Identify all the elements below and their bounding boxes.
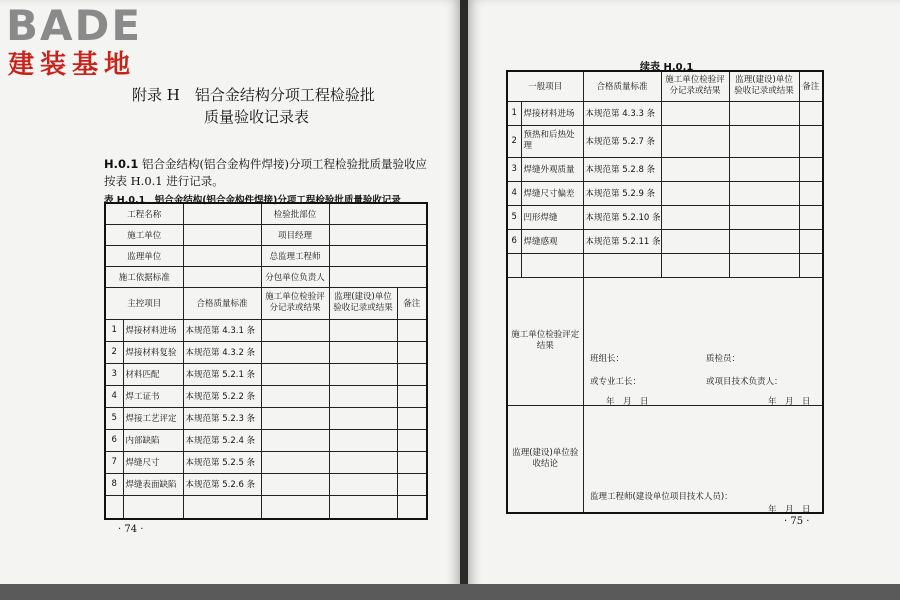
row-construction-cell: [661, 101, 729, 125]
row-item: 焊缝尺寸偏差: [521, 181, 583, 205]
row-supervision-cell: [329, 407, 397, 429]
appendix-title: [132, 84, 432, 128]
row-number: 7: [105, 451, 123, 473]
blank-cell: [521, 253, 583, 277]
row-number: 5: [507, 205, 521, 229]
team-leader-label: 班组长：: [590, 354, 625, 364]
header-row: [105, 224, 427, 245]
table-row: [507, 205, 823, 229]
column-header-remark: 备注: [799, 71, 823, 101]
row-remark-cell: [397, 429, 427, 451]
page-number-right: · 75 ·: [784, 516, 810, 527]
row-standard: 本规范第 5.2.11 条: [583, 229, 661, 253]
row-supervision-cell: [329, 341, 397, 363]
continued-record-table: [506, 70, 824, 514]
header-label: 项目经理: [261, 224, 329, 245]
row-remark-cell: [397, 319, 427, 341]
column-header-remark: 备注: [397, 287, 427, 319]
header-label: 分包单位负责人: [261, 266, 329, 287]
header-value-cell: [329, 245, 427, 266]
row-item: 焊缝表面缺陷: [123, 473, 183, 495]
row-supervision-cell: [729, 157, 799, 181]
row-supervision-cell: [729, 205, 799, 229]
date-ymd-right: 年 月 日: [768, 397, 811, 407]
row-standard: 本规范第 4.3.2 条: [183, 341, 261, 363]
continued-table-caption: 续表 H.0.1: [640, 62, 694, 73]
column-header-row: [105, 287, 427, 319]
header-value-cell: [183, 245, 261, 266]
row-number: 4: [105, 385, 123, 407]
header-label: 施工单位: [105, 224, 183, 245]
header-label: 监理单位: [105, 245, 183, 266]
header-value-cell: [329, 224, 427, 245]
row-number: 5: [105, 407, 123, 429]
row-construction-cell: [661, 157, 729, 181]
table-row: [105, 363, 427, 385]
project-tech-lead-label: 或项目技术负责人：: [706, 377, 783, 387]
table-caption: 表 H.0.1 铝合金结构(铝合金构件焊接)分项工程检验批质量验收记录: [104, 195, 401, 206]
table-row: [105, 319, 427, 341]
row-remark-cell: [799, 101, 823, 125]
logo-main-text: BADE: [6, 1, 143, 50]
row-construction-cell: [661, 181, 729, 205]
column-header-supervision: 监理(建设)单位验收记录或结果: [729, 71, 799, 101]
row-remark-cell: [397, 341, 427, 363]
row-standard: 本规范第 5.2.7 条: [583, 125, 661, 157]
construction-eval-label: 施工单位检验评定结果: [507, 277, 583, 405]
table-row: [105, 341, 427, 363]
row-supervision-cell: [729, 101, 799, 125]
table-row: [105, 473, 427, 495]
row-remark-cell: [397, 385, 427, 407]
row-supervision-cell: [329, 473, 397, 495]
page-bottom-edge: [0, 584, 900, 600]
row-construction-cell: [261, 451, 329, 473]
header-row: [105, 203, 427, 224]
appendix-title-line1: 附录 H 铝合金结构分项工程检验批: [132, 86, 375, 104]
row-number: 3: [105, 363, 123, 385]
row-construction-cell: [661, 125, 729, 157]
header-value-cell: [183, 266, 261, 287]
row-item: 焊接材料复验: [123, 341, 183, 363]
row-remark-cell: [397, 473, 427, 495]
row-standard: 本规范第 5.2.8 条: [583, 157, 661, 181]
table-row: [507, 157, 823, 181]
row-number: 1: [507, 101, 521, 125]
row-item: 内部缺陷: [123, 429, 183, 451]
header-label: 工程名称: [105, 203, 183, 224]
column-header-standard: 合格质量标准: [583, 71, 661, 101]
table-row-blank: [507, 253, 823, 277]
row-remark-cell: [397, 451, 427, 473]
table-row: [105, 407, 427, 429]
row-number: 3: [507, 157, 521, 181]
column-header-standard: 合格质量标准: [183, 287, 261, 319]
supervision-conclusion-label: 监理(建设)单位验收结论: [507, 405, 583, 513]
clause-number: H.0.1: [104, 157, 139, 171]
row-remark-cell: [397, 363, 427, 385]
row-construction-cell: [661, 205, 729, 229]
column-header-item: 主控项目: [105, 287, 183, 319]
row-number: 8: [105, 473, 123, 495]
row-standard: 本规范第 5.2.4 条: [183, 429, 261, 451]
blank-cell: [105, 495, 123, 519]
clause-text: 铝合金结构(铝合金构件焊接)分项工程检验批质量验收应按表 H.0.1 进行记录。: [104, 157, 428, 188]
clause-paragraph: [104, 156, 434, 190]
book-gutter: [460, 0, 468, 600]
row-number: 1: [105, 319, 123, 341]
table-row: [507, 125, 823, 157]
blank-cell: [183, 495, 261, 519]
table-row: [105, 429, 427, 451]
row-construction-cell: [261, 473, 329, 495]
row-construction-cell: [661, 229, 729, 253]
header-value-cell: [183, 203, 261, 224]
row-supervision-cell: [329, 429, 397, 451]
blank-cell: [729, 253, 799, 277]
blank-cell: [329, 495, 397, 519]
quality-inspector-label: 质检员：: [706, 354, 741, 364]
header-row: [105, 266, 427, 287]
row-item: 焊接材料进场: [123, 319, 183, 341]
header-value-cell: [329, 266, 427, 287]
row-standard: 本规范第 4.3.1 条: [183, 319, 261, 341]
row-remark-cell: [799, 125, 823, 157]
row-remark-cell: [799, 205, 823, 229]
row-number: 4: [507, 181, 521, 205]
row-standard: 本规范第 5.2.9 条: [583, 181, 661, 205]
row-item: 焊缝外观质量: [521, 157, 583, 181]
row-supervision-cell: [329, 363, 397, 385]
row-supervision-cell: [729, 125, 799, 157]
table-row: [105, 451, 427, 473]
row-supervision-cell: [729, 181, 799, 205]
row-number: 6: [105, 429, 123, 451]
header-value-cell: [329, 203, 427, 224]
appendix-title-line2: 质量验收记录表: [204, 108, 310, 126]
row-standard: 本规范第 5.2.3 条: [183, 407, 261, 429]
row-item: 焊工证书: [123, 385, 183, 407]
row-remark-cell: [799, 229, 823, 253]
column-header-construction: 施工单位检验评分记录或结果: [661, 71, 729, 101]
header-row: [105, 245, 427, 266]
header-label: 施工依据标准: [105, 266, 183, 287]
column-header-supervision: 监理(建设)单位验收记录或结果: [329, 287, 397, 319]
page-number-left: · 74 ·: [118, 524, 144, 535]
row-standard: 本规范第 4.3.3 条: [583, 101, 661, 125]
row-remark-cell: [397, 407, 427, 429]
row-remark-cell: [799, 181, 823, 205]
supervision-engineer-label: 监理工程师(建设单位项目技术人员)：: [590, 492, 733, 502]
column-header-item: 一般项目: [507, 71, 583, 101]
header-label: 检验批部位: [261, 203, 329, 224]
row-remark-cell: [799, 157, 823, 181]
table-row: [507, 229, 823, 253]
table-row: [105, 385, 427, 407]
row-standard: 本规范第 5.2.10 条: [583, 205, 661, 229]
row-item: 材料匹配: [123, 363, 183, 385]
row-construction-cell: [261, 407, 329, 429]
foreman-label: 或专业工长：: [590, 377, 642, 387]
row-supervision-cell: [329, 385, 397, 407]
row-standard: 本规范第 5.2.5 条: [183, 451, 261, 473]
blank-cell: [123, 495, 183, 519]
watermark-logo: [6, 1, 174, 82]
row-item: 焊缝感观: [521, 229, 583, 253]
date-ymd-supervision: 年 月 日: [768, 505, 811, 515]
row-construction-cell: [261, 385, 329, 407]
table-row: [507, 181, 823, 205]
row-standard: 本规范第 5.2.6 条: [183, 473, 261, 495]
row-construction-cell: [261, 319, 329, 341]
table-row-blank: [105, 495, 427, 519]
blank-cell: [799, 253, 823, 277]
row-number: 2: [507, 125, 521, 157]
row-item: 凹形焊缝: [521, 205, 583, 229]
column-header-construction: 施工单位检验评分记录或结果: [261, 287, 329, 319]
blank-cell: [583, 253, 661, 277]
inspection-record-table: [104, 202, 428, 520]
row-construction-cell: [261, 429, 329, 451]
header-label: 总监理工程师: [261, 245, 329, 266]
row-supervision-cell: [329, 451, 397, 473]
blank-cell: [261, 495, 329, 519]
table-row: [507, 101, 823, 125]
column-header-row: [507, 71, 823, 101]
header-value-cell: [183, 224, 261, 245]
row-supervision-cell: [329, 319, 397, 341]
row-item: 预热和后热处理: [521, 125, 583, 157]
row-number: 6: [507, 229, 521, 253]
row-standard: 本规范第 5.2.2 条: [183, 385, 261, 407]
row-supervision-cell: [729, 229, 799, 253]
blank-cell: [507, 253, 521, 277]
blank-cell: [397, 495, 427, 519]
logo-sub-text: 建装基地: [8, 50, 137, 80]
row-standard: 本规范第 5.2.1 条: [183, 363, 261, 385]
row-item: 焊接工艺评定: [123, 407, 183, 429]
row-construction-cell: [261, 341, 329, 363]
row-item: 焊缝尺寸: [123, 451, 183, 473]
row-item: 焊接材料进场: [521, 101, 583, 125]
blank-cell: [661, 253, 729, 277]
row-number: 2: [105, 341, 123, 363]
row-construction-cell: [261, 363, 329, 385]
date-ymd-left: 年 月 日: [606, 397, 649, 407]
